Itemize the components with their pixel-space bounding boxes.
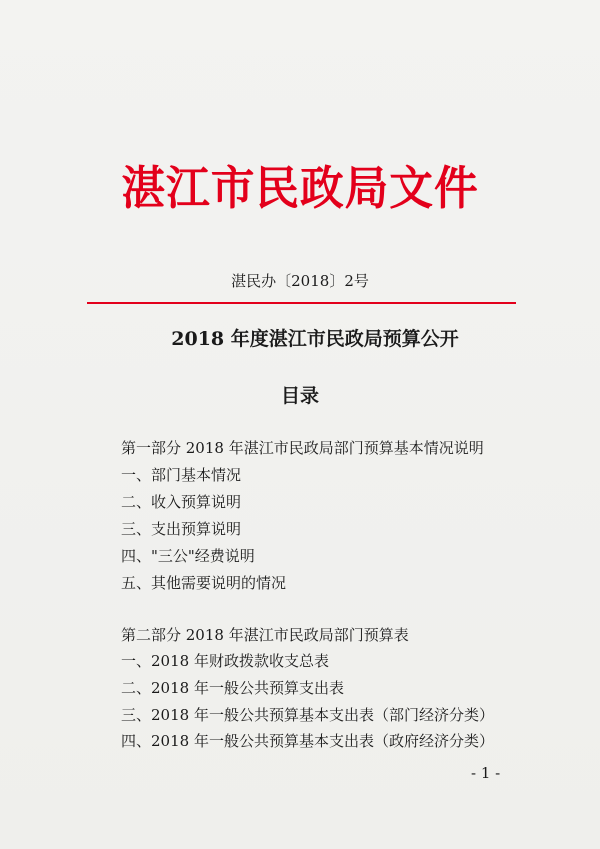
part-one-item-2: 二、收入预算说明 — [121, 493, 242, 511]
red-divider — [87, 302, 516, 304]
part-one-item-3: 三、支出预算说明 — [121, 520, 242, 538]
part-two-item-3: 三、2018 年一般公共预算基本支出表（部门经济分类） — [121, 706, 494, 724]
document-header-title: 湛江市民政局文件 — [121, 161, 479, 215]
part-two-item-4: 四、2018 年一般公共预算基本支出表（政府经济分类） — [121, 732, 494, 750]
part-one-item-4: 四、"三公"经费说明 — [121, 547, 255, 565]
part-two-item-1: 一、2018 年财政拨款收支总表 — [121, 652, 329, 670]
page-title: 2018 年度湛江市民政局预算公开 — [171, 328, 459, 350]
part-one-item-1: 一、部门基本情况 — [121, 466, 242, 484]
part-two-heading: 第二部分 2018 年湛江市民政局部门预算表 — [121, 626, 409, 644]
part-one-heading: 第一部分 2018 年湛江市民政局部门预算基本情况说明 — [121, 439, 484, 457]
part-one-item-5: 五、其他需要说明的情况 — [121, 574, 287, 592]
page-number: - 1 - — [471, 764, 501, 782]
table-of-contents-heading: 目录 — [280, 385, 319, 407]
document-number: 湛民办〔2018〕2号 — [231, 272, 369, 290]
part-two-item-2: 二、2018 年一般公共预算支出表 — [121, 679, 344, 697]
